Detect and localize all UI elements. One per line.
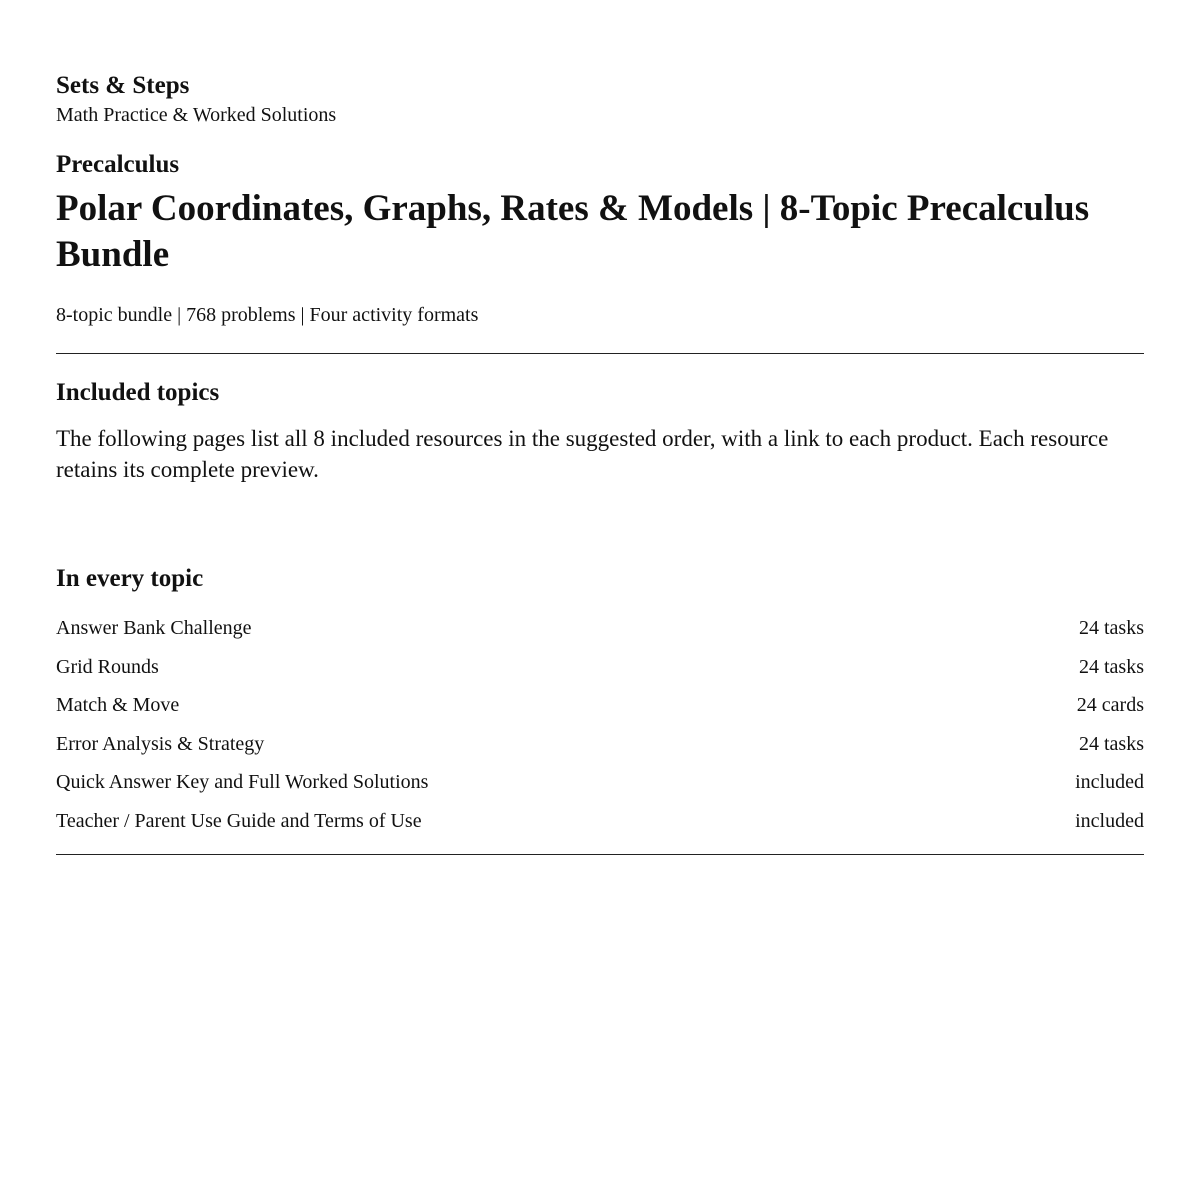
feature-value: 24 tasks xyxy=(1079,655,1144,678)
feature-value: 24 tasks xyxy=(1079,617,1144,639)
divider-top xyxy=(56,353,1144,354)
brand-name: Sets & Steps xyxy=(56,72,190,99)
feature-row xyxy=(56,648,1144,687)
product-title: Polar Coordinates, Graphs, Rates & Models | 8-Topic Precalculus Bundle xyxy=(56,188,1090,275)
divider-bottom xyxy=(56,854,1144,855)
feature-row xyxy=(56,686,1144,725)
feature-label: Quick Answer Key and Full Worked Solutions xyxy=(56,771,429,793)
feature-label: Answer Bank Challenge xyxy=(56,617,252,639)
feature-row xyxy=(56,763,1144,802)
brand-tagline: Math Practice & Worked Solutions xyxy=(56,104,337,126)
feature-label: Teacher / Parent Use Guide and Terms of Use xyxy=(56,809,422,832)
feature-row xyxy=(56,725,1144,764)
feature-row xyxy=(56,802,1144,841)
subject-label: Precalculus xyxy=(56,151,180,178)
document-page xyxy=(56,0,1144,855)
feature-value: included xyxy=(1075,809,1144,832)
every-topic-heading: In every topic xyxy=(56,565,204,592)
included-topics-description: The following pages list all 8 included resources in the suggested order, with a link to each product. Each resource retains its complete preview. xyxy=(56,426,1109,482)
feature-list xyxy=(56,609,1144,840)
feature-label: Grid Rounds xyxy=(56,655,159,678)
feature-label: Match & Move xyxy=(56,694,180,716)
feature-value: included xyxy=(1075,771,1144,793)
feature-value: 24 tasks xyxy=(1079,732,1144,755)
product-summary: 8-topic bundle | 768 problems | Four activity formats xyxy=(56,304,479,326)
feature-row xyxy=(56,609,1144,648)
included-topics-heading: Included topics xyxy=(56,379,220,406)
feature-value: 24 cards xyxy=(1076,694,1144,716)
feature-label: Error Analysis & Strategy xyxy=(56,732,265,755)
